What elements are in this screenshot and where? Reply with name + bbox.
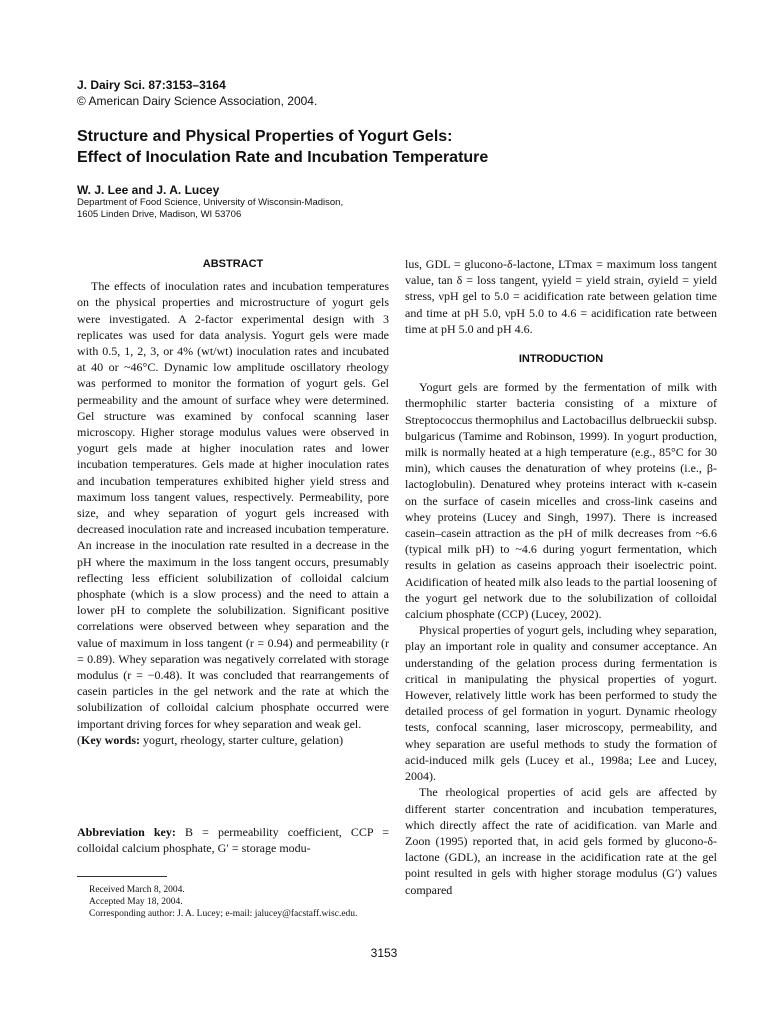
- footnote-received: Received March 8, 2004.: [89, 885, 185, 895]
- keywords-text: yogurt, rheology, starter culture, gelation: [143, 732, 340, 747]
- abstract-heading: ABSTRACT: [202, 258, 264, 270]
- paper-title: [77, 126, 697, 168]
- title-line-1: Structure and Physical Properties of Yogurt Gels:: [77, 128, 453, 145]
- introduction-heading: INTRODUCTION: [518, 353, 604, 366]
- authors: W. J. Lee and J. A. Lucey: [77, 183, 220, 197]
- page-number: 3153: [370, 946, 398, 960]
- keywords: (Key words: yogurt, rheology, starter culture, gelation): [77, 732, 344, 747]
- copyright-notice: © American Dairy Science Association, 2004.: [77, 94, 318, 108]
- affiliation: [77, 197, 343, 221]
- intro-paragraph-2: Physical properties of yogurt gels, including whey separation, play an important role in quality and consumer acceptance. An understanding of the gelation process during fermentation is critical in manipulating the physical properties of yogurt. However, relatively little work has been performed to study the detailed process of gel formation in yogurt. Dynamic rheology tests, confocal scanning, laser microscopy, permeability, and whey separation are useful methods to study the formation of acid-induced milk gels (Lucey et al., 1998a; Lee and Lucey, 2004).: [405, 623, 717, 784]
- intro-paragraph-3: The rheological properties of acid gels are affected by different starter concentration and incubation temperatures, which directly affect the rate of acidification. van Marle and Zoon (1995) reported that, in acid gels formed by glucono-δ-lactone (GDL), an increase in the acidification rate at the gel point resulted in gels with higher storage modulus (G′) values compared: [405, 785, 717, 897]
- affiliation-line-2: 1605 Linden Drive, Madison, WI 53706: [77, 209, 242, 220]
- journal-citation: J. Dairy Sci. 87:3153–3164: [77, 78, 226, 92]
- abbreviation-text-right: lus, GDL = glucono-δ-lactone, LTmax = maximum loss tangent value, tan δ = loss tangent, γyield = yield strain, σyield = yield stress, νpH gel to 5.0 = acidification rate between gelation time and time at pH 5.0, νpH 5.0 to 4.6 = acidification rate between time at pH 5.0 and pH 4.6.: [405, 257, 717, 336]
- keywords-label: Key words:: [81, 732, 140, 747]
- footnote-rule: [77, 876, 167, 877]
- intro-paragraph-1: Yogurt gels are formed by the fermentation of milk with thermophilic starter bacteria consisting of a mixture of Streptococcus thermophilus and Lactobacillus delbrueckii subsp. bulgaricus (Tamime and Robinson, 1999). In yogurt production, milk is normally heated at a high temperature (e.g., 85°C for 30 min), which causes the denaturation of whey proteins (i.e., β-lactoglobulin). Denatured whey proteins interact with κ-casein on the surface of casein micelles and cross-link caseins and whey proteins (Lucey and Singh, 1997). There is increased casein–casein attraction as the pH of milk decreases from ~6.6 (typical milk pH) to ~4.6 during yogurt fermentation, which results in gelation as caseins approach their isoelectric point. Acidification of heated milk also leads to the partial loosening of the yogurt gel network due to the solubilization of colloidal calcium phosphate (CCP) (Lucey, 2002).: [405, 380, 717, 622]
- right-column: [405, 256, 717, 898]
- abbreviation-text-left: B = permeability coefficient, CCP = colloidal calcium phosphate, G′ = storage modu-: [77, 825, 389, 856]
- footnote-accepted: Accepted May 18, 2004.: [89, 897, 183, 907]
- footnotes: [77, 884, 389, 920]
- abbreviation-key: [77, 824, 389, 856]
- abbreviation-label: Abbreviation key:: [77, 825, 176, 839]
- abstract-text: The effects of inoculation rates and incubation temperatures on the physical properties and microstructure of yogurt gels were investigated. A 2-factor experimental design with 3 replicates was used for data analysis. Yogurt gels were made with 0.5, 1, 2, 3, or 4% (wt/wt) inoculation rates and incubated at 40 or ~46°C. Dynamic low amplitude oscillatory rheology was performed to monitor the formation of yogurt gels. Gel permeability and the amount of surface whey were determined. Gel structure was examined by confocal scanning laser microscopy. Higher storage modulus values were observed in yogurt gels made at higher inoculation rates and lower incubation temperatures. Gels made at higher inoculation rates and incubation temperatures exhibited higher yield stress and maximum loss tangent values, respectively. Permeability, pore size, and whey separation of yogurt gels increased with decreased inoculation rate and increased incubation temperature. An increase in the inoculation rate resulted in a decrease in the pH where the maximum in the loss tangent occurs, presumably reflecting less efficient solubilization of colloidal calcium phosphate (which is a slow process) and the need to attain a lower pH to complete the solubilization. Significant positive correlations were observed between whey separation and the value of maximum in loss tangent (r = 0.94) and permeability (r = 0.89). Whey separation was negatively correlated with storage modulus (r = −0.48). It was concluded that rearrangements of casein particles in the gel network and the rate at which the solubilization of colloidal calcium phosphate occurred were important driving forces for whey separation and weak gel.: [77, 279, 389, 731]
- title-line-2: Effect of Inoculation Rate and Incubation Temperature: [77, 149, 489, 166]
- left-column: [77, 256, 389, 748]
- affiliation-line-1: Department of Food Science, University of Wisconsin-Madison,: [77, 197, 344, 208]
- footnote-corresponding: Corresponding author: J. A. Lucey; e-mail: jalucey@facstaff.wisc.edu.: [89, 909, 358, 919]
